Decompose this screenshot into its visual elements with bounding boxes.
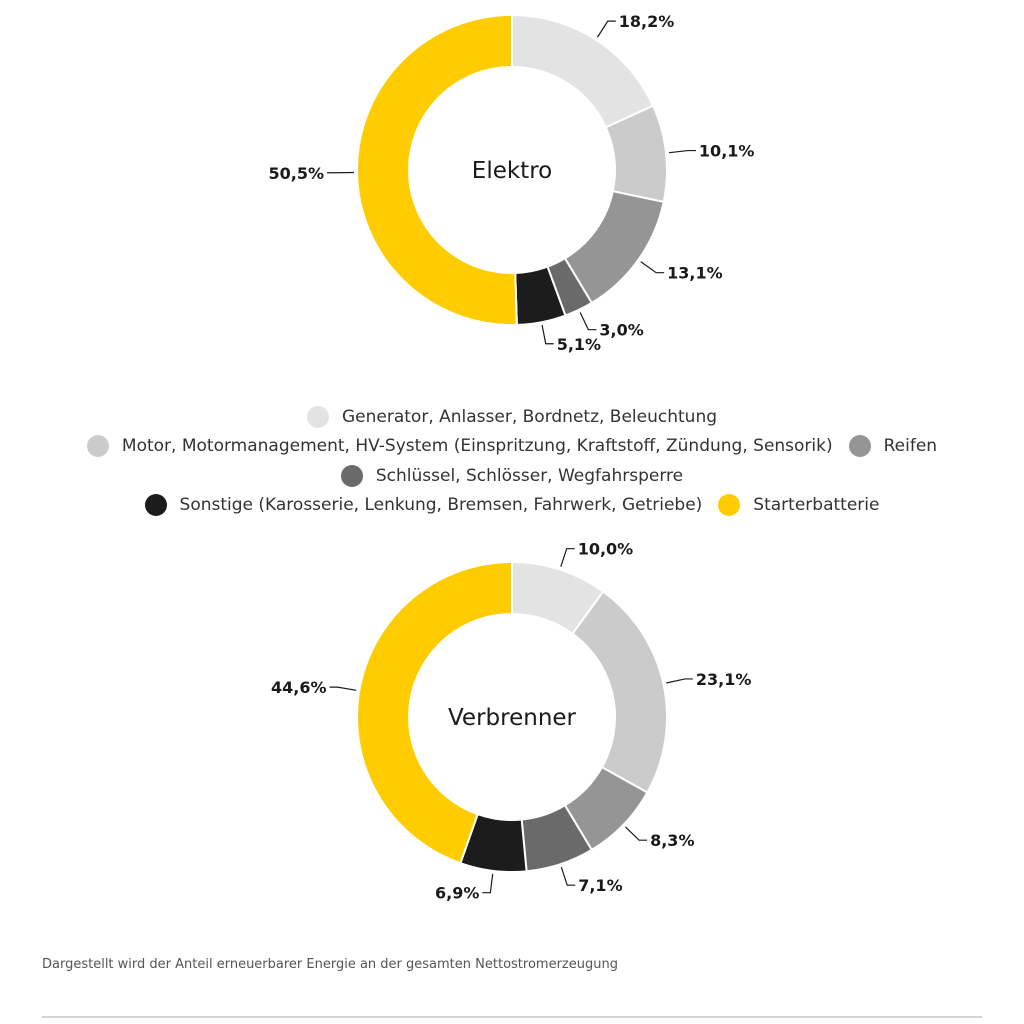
leader-line-0-0	[597, 21, 615, 37]
legend-swatch	[718, 494, 740, 516]
leader-line-0-4	[542, 325, 554, 344]
legend-label: Schlüssel, Schlösser, Wegfahrsperre	[375, 465, 684, 486]
donut-chart-elektro	[0, 0, 1024, 380]
data-label-1-3: 7,1%	[578, 876, 623, 896]
legend-label: Generator, Anlasser, Bordnetz, Beleuchtung	[341, 406, 718, 427]
legend-label: Motor, Motormanagement, HV-System (Einspritzung, Kraftstoff, Zündung, Sensorik)	[121, 436, 833, 457]
leader-line-1-3	[561, 867, 575, 885]
data-label-0-5: 50,5%	[268, 163, 325, 183]
legend-label: Starterbatterie	[753, 495, 880, 516]
leader-line-1-4	[482, 874, 492, 893]
data-label-1-4: 6,9%	[434, 883, 480, 903]
legend-item-generator	[307, 406, 717, 428]
data-label-0-0: 18,2%	[618, 12, 675, 32]
data-label-1-0: 10,0%	[577, 539, 634, 559]
legend-item-schluessel	[341, 465, 683, 487]
leader-line-1-1	[666, 679, 693, 683]
legend-item-reifen	[849, 435, 937, 457]
legend-row	[0, 461, 1024, 491]
legend	[0, 402, 1024, 520]
donut-center-label: Verbrenner	[447, 705, 577, 731]
bottom-divider	[42, 1016, 982, 1018]
data-label-0-3: 3,0%	[599, 320, 644, 340]
leader-line-0-2	[641, 262, 664, 273]
leader-line-0-3	[580, 313, 596, 330]
data-label-0-2: 13,1%	[667, 263, 723, 283]
donut-center-label: Elektro	[471, 158, 553, 184]
legend-swatch	[341, 465, 363, 487]
donut-chart-verbrenner	[0, 530, 1024, 930]
legend-swatch	[87, 435, 109, 457]
data-label-0-1: 10,1%	[698, 141, 755, 161]
legend-swatch	[849, 435, 871, 457]
leader-line-1-5	[330, 687, 357, 690]
legend-row	[0, 491, 1024, 521]
donut-slice-1-1	[573, 592, 667, 793]
legend-row	[0, 432, 1024, 462]
leader-line-1-2	[625, 827, 647, 840]
data-label-0-4: 5,1%	[556, 334, 602, 354]
donut-slice-0-0	[512, 15, 653, 127]
legend-swatch	[307, 406, 329, 428]
legend-item-starterbatterie	[718, 494, 879, 516]
legend-label: Reifen	[883, 436, 938, 457]
leader-line-1-0	[561, 549, 575, 567]
legend-item-sonstige	[145, 494, 703, 516]
leader-line-0-1	[669, 151, 696, 153]
legend-swatch	[145, 494, 167, 516]
data-label-1-1: 23,1%	[695, 669, 752, 689]
legend-label: Sonstige (Karosserie, Lenkung, Bremsen, Fahrwerk, Getriebe)	[179, 495, 703, 516]
legend-item-motor	[87, 435, 833, 457]
legend-row	[0, 402, 1024, 432]
footnote: Dargestellt wird der Anteil erneuerbarer Energie an der gesamten Nettostromerzeugung	[42, 957, 618, 972]
data-label-1-2: 8,3%	[650, 831, 695, 851]
data-label-1-5: 44,6%	[271, 678, 327, 698]
